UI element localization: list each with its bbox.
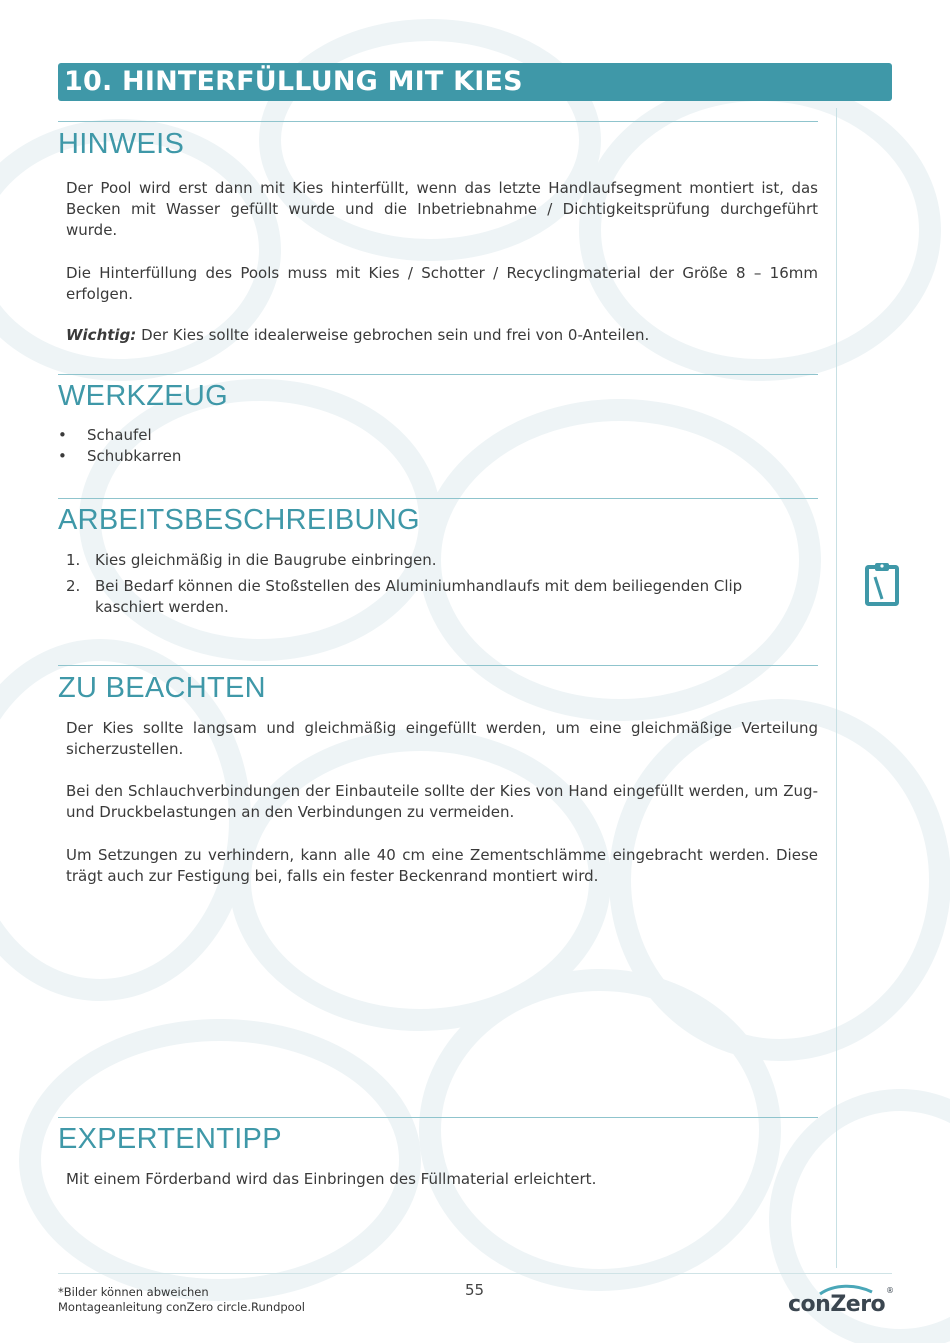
step-number: 1. [66,551,81,569]
heading-expertentipp: EXPERTENTIPP [58,1123,282,1155]
section-divider [58,498,818,499]
list-item [58,425,758,446]
section-title: 10. HINTERFÜLLUNG MIT KIES [64,66,523,97]
logo-wordmark: conZero [788,1292,886,1317]
page-number: 55 [465,1281,485,1299]
bullet-icon: • [58,426,67,444]
important-label: Wichtig: [66,326,137,344]
expertentipp-paragraph: Mit einem Förderband wird das Einbringen des Füllmaterial erleichtert. [66,1170,597,1188]
clipboard-icon [864,561,900,607]
important-text: Der Kies sollte idealerweise gebrochen sein und frei von 0-Anteilen. [136,326,650,344]
footer-document-title: Montageanleitung conZero circle.Rundpool [58,1300,305,1314]
beachten-paragraph-1: Der Kies sollte langsam und gleichmäßig eingefüllt werden, um eine gleichmäßige Verteilung sicherzustellen. [66,719,818,758]
list-item [66,550,806,571]
bullet-icon: • [58,447,67,465]
footer-disclaimer: *Bilder können abweichen [58,1285,209,1299]
list-item [66,576,806,618]
hinweis-paragraph-2: Die Hinterfüllung des Pools muss mit Kies / Schotter / Recyclingmaterial der Größe 8 – 16mm erfolgen. [66,264,818,303]
heading-arbeitsbeschreibung: ARBEITSBESCHREIBUNG [58,504,420,536]
list-item [58,446,758,467]
hinweis-paragraph-3 [66,325,818,346]
section-divider [58,665,818,666]
section-divider [58,374,818,375]
step-text: Bei Bedarf können die Stoßstellen des Aluminiumhandlaufs mit dem beiliegenden Clip kaschiert werden. [95,577,743,616]
section-divider [58,1117,818,1118]
work-steps-list [66,550,806,623]
footer-note [58,1285,305,1315]
heading-hinweis: HINWEIS [58,128,185,160]
side-divider [836,108,837,1268]
hinweis-paragraph-1: Der Pool wird erst dann mit Kies hinterfüllt, wenn das letzte Handlaufsegment montiert ist, das Becken mit Wasser gefüllt wurde und die Inbetriebnahme / Dichtigkeitsprüfung durchgeführt wurde. [66,179,818,239]
tool-label: Schaufel [87,426,152,444]
conzero-logo [788,1283,898,1323]
footer-divider [58,1273,892,1274]
heading-werkzeug: WERKZEUG [58,380,228,412]
beachten-paragraph-3: Um Setzungen zu verhindern, kann alle 40 cm eine Zementschlämme eingebracht werden. Diese trägt auch zur Festigung bei, falls ein fester Beckenrand montiert wird. [66,846,818,885]
section-title-bar [58,63,892,101]
logo-registered: ® [886,1286,894,1295]
step-number: 2. [66,577,81,595]
heading-zu-beachten: ZU BEACHTEN [58,672,266,704]
tool-list [58,425,758,467]
section-divider [58,121,818,122]
step-text: Kies gleichmäßig in die Baugrube einbringen. [95,551,437,569]
tool-label: Schubkarren [87,447,182,465]
beachten-paragraph-2: Bei den Schlauchverbindungen der Einbauteile sollte der Kies von Hand eingefüllt werden, um Zug- und Druckbelastungen an den Verbindungen zu vermeiden. [66,782,818,821]
